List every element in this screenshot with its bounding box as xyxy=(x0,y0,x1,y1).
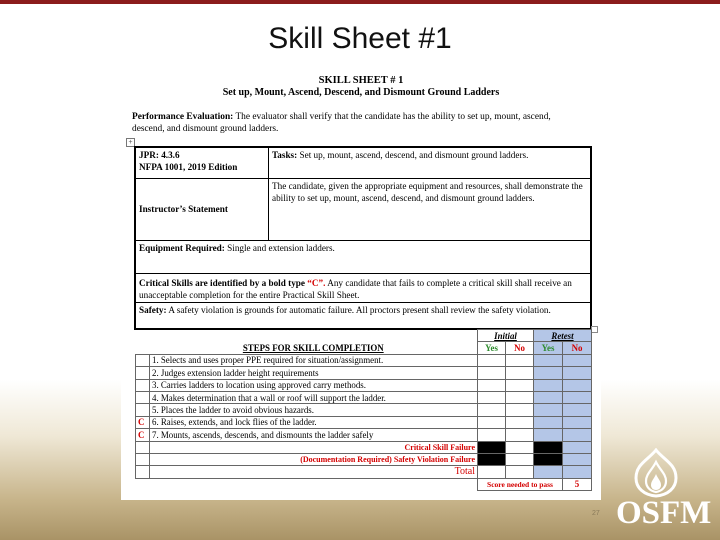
equipment-label: Equipment Required: xyxy=(139,243,225,253)
step-text: 7. Mounts, ascends, descends, and dismounts the ladder safely xyxy=(150,429,478,441)
initial-no-cell[interactable] xyxy=(506,391,534,403)
critical-mark xyxy=(136,404,150,416)
blocked-cell xyxy=(534,453,563,465)
initial-no-cell[interactable] xyxy=(506,354,534,366)
critical-failure-row xyxy=(136,441,592,453)
initial-yes-cell[interactable] xyxy=(478,379,506,391)
initial-no-cell[interactable] xyxy=(506,429,534,441)
tasks-label: Tasks: xyxy=(272,150,298,160)
tasks-cell xyxy=(268,146,592,179)
retest-yes-cell[interactable] xyxy=(534,391,563,403)
critical-text: Any candidate that fails to complete a critical skill shall receive an unacceptable completion for the entire Practical Skill Sheet. xyxy=(139,278,572,300)
score-label: Score needed to pass xyxy=(478,478,563,490)
safety-failure-row xyxy=(136,453,592,465)
step-text: 1. Selects and uses proper PPE required for situation/assignment. xyxy=(150,354,478,366)
performance-label: Performance Evaluation: xyxy=(132,112,234,122)
total-row xyxy=(136,466,592,478)
table-row xyxy=(136,367,592,379)
step-text: 5. Places the ladder to avoid obvious hazards. xyxy=(150,404,478,416)
initial-no-cell[interactable] xyxy=(506,379,534,391)
safety-cell xyxy=(134,302,592,330)
critical-failure-label: Critical Skill Failure xyxy=(150,441,478,453)
slide-title: Skill Sheet #1 xyxy=(268,22,452,55)
steps-table xyxy=(135,329,592,491)
initial-yes-cell[interactable] xyxy=(478,354,506,366)
table-row xyxy=(136,391,592,403)
equipment-cell xyxy=(134,240,592,274)
initial-yes-cell[interactable] xyxy=(478,391,506,403)
retest-no-cell[interactable] xyxy=(563,416,592,428)
critical-mark: C xyxy=(136,416,150,428)
jpr-text: JPR: 4.3.6 xyxy=(139,150,180,160)
retest-yes-cell[interactable] xyxy=(534,354,563,366)
critical-label: Critical Skills are identified by a bold type xyxy=(139,278,308,288)
initial-yes-cell[interactable] xyxy=(478,367,506,379)
initial-yes-header: Yes xyxy=(478,342,506,354)
step-text: 6. Raises, extends, and lock flies of the ladder. xyxy=(150,416,478,428)
table-row xyxy=(136,416,592,428)
initial-total-cell[interactable] xyxy=(506,466,534,478)
critical-mark xyxy=(136,391,150,403)
critical-mark xyxy=(136,367,150,379)
critical-mark: C xyxy=(136,429,150,441)
table-row xyxy=(136,354,592,366)
instructor-label-cell: Instructor’s Statement xyxy=(134,178,269,241)
initial-yes-cell[interactable] xyxy=(478,416,506,428)
safety-label: Safety: xyxy=(139,305,167,315)
initial-no-header: No xyxy=(506,342,534,354)
step-text: 3. Carries ladders to location using approved carry methods. xyxy=(150,379,478,391)
table-row xyxy=(136,379,592,391)
critical-mark xyxy=(136,379,150,391)
initial-no-cell[interactable] xyxy=(506,404,534,416)
table-resize-handle-icon xyxy=(591,326,598,333)
retest-no-cell[interactable] xyxy=(563,404,592,416)
retest-no-cell[interactable] xyxy=(563,391,592,403)
initial-total-cell[interactable] xyxy=(478,466,506,478)
retest-yes-cell[interactable] xyxy=(534,416,563,428)
critical-mark xyxy=(136,354,150,366)
score-value: 5 xyxy=(563,478,592,490)
blocked-cell xyxy=(478,453,506,465)
skill-sheet-image xyxy=(121,70,601,500)
retest-no-cell[interactable] xyxy=(563,379,592,391)
table-header-row xyxy=(136,330,592,342)
performance-text: The evaluator shall verify that the candidate has the ability to set up, mount, ascend, descend, and dismount ground ladders. xyxy=(132,112,551,134)
equipment-text: Single and extension ladders. xyxy=(224,243,335,253)
initial-yes-cell[interactable] xyxy=(478,429,506,441)
critical-c-marker: “C”. xyxy=(307,278,326,288)
initial-no-cell[interactable] xyxy=(506,367,534,379)
initial-no-cell[interactable] xyxy=(506,416,534,428)
retest-yes-cell[interactable] xyxy=(534,404,563,416)
total-label: Total xyxy=(150,466,478,478)
safety-failure-label: (Documentation Required) Safety Violation Failure xyxy=(150,453,478,465)
critical-skills-cell xyxy=(134,273,592,303)
page-number: 27 xyxy=(592,510,600,517)
retest-no-cell[interactable] xyxy=(563,441,592,453)
initial-no-cell[interactable] xyxy=(506,441,534,453)
retest-no-cell[interactable] xyxy=(563,354,592,366)
initial-header: Initial xyxy=(478,330,534,342)
steps-header: STEPS FOR SKILL COMPLETION xyxy=(242,342,384,353)
table-subheader-row xyxy=(136,342,592,354)
initial-no-cell[interactable] xyxy=(506,453,534,465)
retest-no-header: No xyxy=(563,342,592,354)
sheet-subtitle: Set up, Mount, Ascend, Descend, and Dismount Ground Ladders xyxy=(222,87,500,98)
retest-no-cell[interactable] xyxy=(563,453,592,465)
nfpa-text: NFPA 1001, 2019 Edition xyxy=(139,161,238,172)
retest-no-cell[interactable] xyxy=(563,429,592,441)
top-accent-bar xyxy=(0,0,720,4)
retest-yes-header: Yes xyxy=(534,342,563,354)
osfm-logo: OSFM xyxy=(616,495,712,531)
step-text: 2. Judges extension ladder height requirements xyxy=(150,367,478,379)
step-text: 4. Makes determination that a wall or roof will support the ladder. xyxy=(150,391,478,403)
blocked-cell xyxy=(534,441,563,453)
score-row xyxy=(136,478,592,490)
initial-yes-cell[interactable] xyxy=(478,404,506,416)
table-row xyxy=(136,429,592,441)
table-row xyxy=(136,404,592,416)
retest-no-cell[interactable] xyxy=(563,367,592,379)
tasks-text: Set up, mount, ascend, descend, and dismount ground ladders. xyxy=(297,150,529,160)
blocked-cell xyxy=(478,441,506,453)
sheet-title: SKILL SHEET # 1 xyxy=(318,75,404,86)
performance-evaluation xyxy=(132,111,572,135)
safety-text: A safety violation is grounds for automatic failure. All proctors present shall review the safety violation. xyxy=(166,305,551,315)
retest-yes-cell[interactable] xyxy=(534,429,563,441)
jpr-cell xyxy=(134,146,269,179)
retest-total-cell[interactable] xyxy=(563,466,592,478)
retest-header: Retest xyxy=(534,330,592,342)
retest-total-cell[interactable] xyxy=(534,466,563,478)
table-move-handle-icon: + xyxy=(126,138,135,147)
retest-yes-cell[interactable] xyxy=(534,379,563,391)
instructor-text-cell: The candidate, given the appropriate equipment and resources, shall demonstrate the ability to set up, mount, ascend, descend, and dismount ground ladders. xyxy=(268,178,592,241)
flame-logo-icon xyxy=(628,448,684,498)
retest-yes-cell[interactable] xyxy=(534,367,563,379)
